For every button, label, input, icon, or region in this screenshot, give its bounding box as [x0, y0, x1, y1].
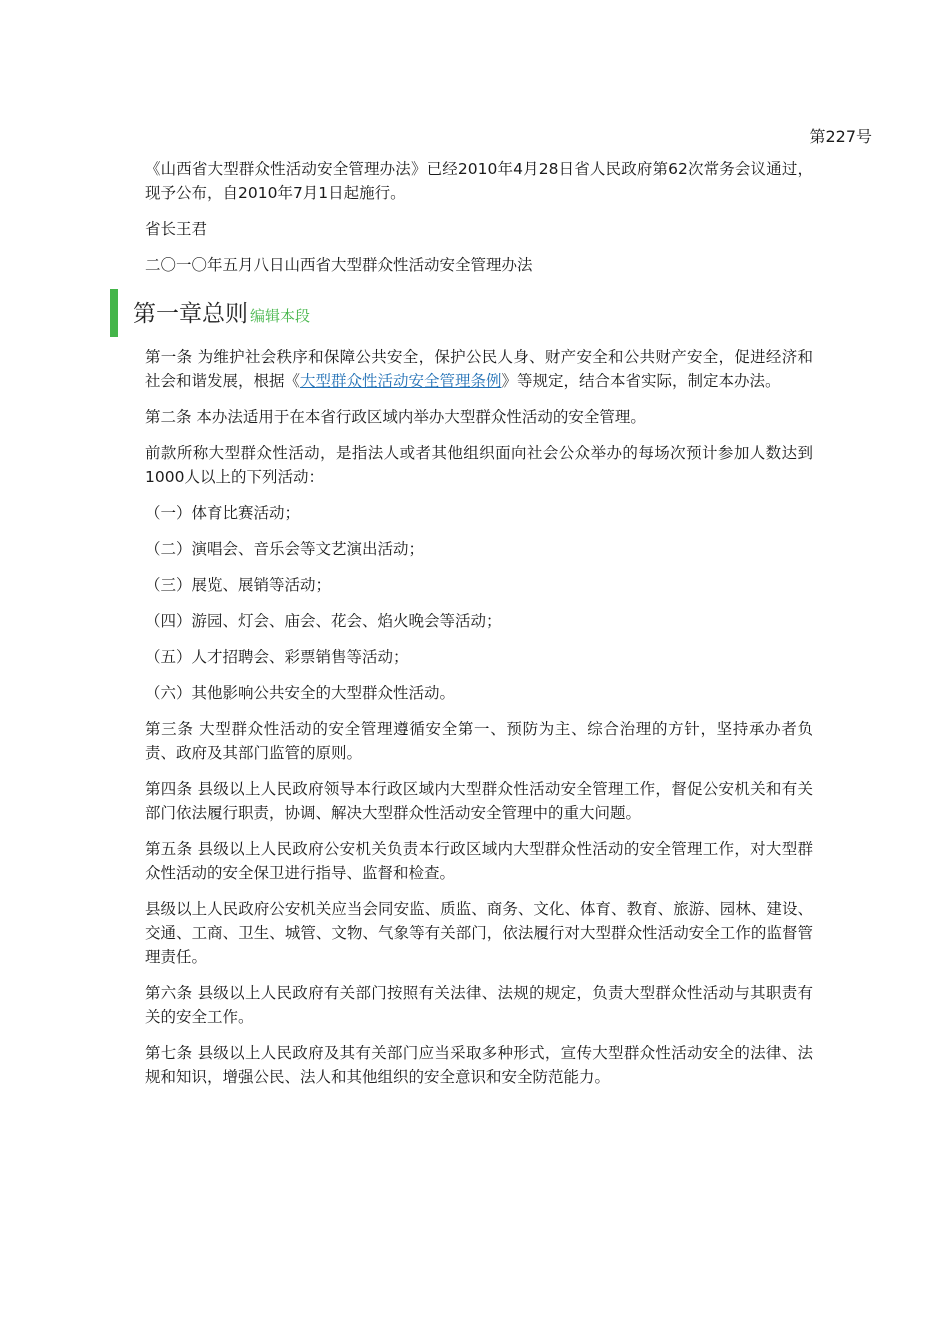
- heading-accent-bar: [110, 289, 118, 337]
- list-item: （二）演唱会、音乐会等文艺演出活动；: [145, 540, 425, 558]
- article-2-definition: 前款所称大型群众性活动，是指法人或者其他组织面向社会公众举办的每场次预计参加人数达到1000人以上的下列活动：: [145, 444, 813, 486]
- article-1-text-end: 》等规定，结合本省实际，制定本办法。: [501, 372, 781, 390]
- article-1-text-start: 第一条 为维护社会秩序和保障公共安全，保护公民人身、财产安全和公共财产安全，促进经济和社会和谐发展，根据《: [145, 348, 813, 390]
- promulgation-paragraph: 《山西省大型群众性活动安全管理办法》已经2010年4月28日省人民政府第62次常务会议通过，现予公布，自2010年7月1日起施行。: [145, 160, 813, 202]
- document-body: [133, 157, 813, 1101]
- list-item: （六）其他影响公共安全的大型群众性活动。: [145, 684, 456, 702]
- edit-section-link[interactable]: 编辑本段: [250, 307, 311, 325]
- chapter-title: 第一章总则: [133, 301, 248, 327]
- article-5: 第五条 县级以上人民政府公安机关负责本行政区域内大型群众性活动的安全管理工作，对大型群众性活动的安全保卫进行指导、监督和检查。: [145, 840, 813, 882]
- article-1: [145, 345, 813, 393]
- article-7: 第七条 县级以上人民政府及其有关部门应当采取多种形式，宣传大型群众性活动安全的法律、法规和知识，增强公民、法人和其他组织的安全意识和安全防范能力。: [145, 1044, 813, 1086]
- date-and-title: 二〇一〇年五月八日山西省大型群众性活动安全管理办法: [145, 256, 533, 274]
- article-4: 第四条 县级以上人民政府领导本行政区域内大型群众性活动安全管理工作，督促公安机关和有关部门依法履行职责，协调、解决大型群众性活动安全管理中的重大问题。: [145, 780, 813, 822]
- article-6: 第六条 县级以上人民政府有关部门按照有关法律、法规的规定，负责大型群众性活动与其职责有关的安全工作。: [145, 984, 813, 1026]
- article-5-continued: 县级以上人民政府公安机关应当会同安监、质监、商务、文化、体育、教育、旅游、园林、建设、交通、工商、卫生、城管、文物、气象等有关部门，依法履行对大型群众性活动安全工作的监督管理责任。: [145, 900, 813, 966]
- page-number: 第227号: [809, 127, 872, 146]
- article-2: 第二条 本办法适用于在本省行政区域内举办大型群众性活动的安全管理。: [145, 408, 646, 426]
- governor-signature: 省长王君: [145, 220, 208, 238]
- list-item: （五）人才招聘会、彩票销售等活动；: [145, 648, 409, 666]
- list-item: （四）游园、灯会、庙会、花会、焰火晚会等活动；: [145, 612, 502, 630]
- list-item: （三）展览、展销等活动；: [145, 576, 332, 594]
- regulation-link[interactable]: 大型群众性活动安全管理条例: [300, 372, 502, 390]
- list-item: （一）体育比赛活动；: [145, 504, 301, 522]
- chapter-heading: [133, 289, 813, 339]
- article-3: 第三条 大型群众性活动的安全管理遵循安全第一、预防为主、综合治理的方针，坚持承办者负责、政府及其部门监管的原则。: [145, 720, 813, 762]
